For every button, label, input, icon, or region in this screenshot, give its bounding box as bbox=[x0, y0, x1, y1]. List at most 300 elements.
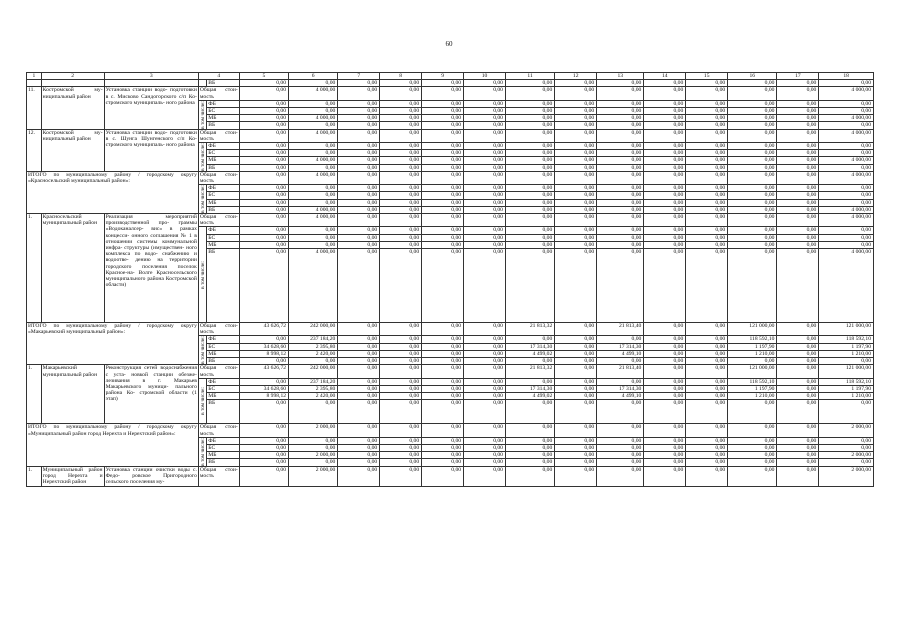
value-cell: 0,00 bbox=[464, 80, 506, 87]
value-cell: 0,00 bbox=[422, 185, 464, 192]
value-cell: 0,00 bbox=[555, 227, 597, 234]
value-cell: 0,00 bbox=[777, 164, 819, 171]
source-label: ВБ bbox=[207, 80, 240, 87]
value-cell: 0,00 bbox=[464, 437, 506, 444]
value-cell: 0,00 bbox=[464, 122, 506, 129]
value-cell: 0,00 bbox=[686, 115, 728, 122]
value-cell: 0,00 bbox=[777, 80, 819, 87]
vtom-label bbox=[198, 227, 206, 323]
value-cell: 0,00 bbox=[777, 157, 819, 164]
value-cell: 4 000,00 bbox=[819, 214, 874, 227]
source-label: ФБ bbox=[207, 100, 240, 107]
value-cell: 4 000,00 bbox=[819, 249, 874, 323]
value-cell: 0,00 bbox=[338, 214, 380, 227]
value-cell: 0,00 bbox=[239, 249, 288, 323]
value-cell: 0,00 bbox=[777, 385, 819, 392]
value-cell: 43 626,72 bbox=[239, 323, 288, 336]
value-cell: 118 592,10 bbox=[728, 378, 777, 385]
value-cell: 0,00 bbox=[555, 115, 597, 122]
value-cell: 0,00 bbox=[422, 385, 464, 392]
district-name: Макарьевский муниципальный район bbox=[41, 365, 104, 424]
value-cell: 1 197,90 bbox=[728, 343, 777, 350]
total-label: ИТОГО по муниципальному району / городскому округу «Красносельский муниципальный район»: bbox=[27, 171, 199, 213]
value-cell: 121 000,00 bbox=[819, 323, 874, 336]
value-cell: 0,00 bbox=[338, 459, 380, 466]
value-cell: 0,00 bbox=[686, 206, 728, 213]
value-cell: 0,00 bbox=[464, 459, 506, 466]
value-cell: 0,00 bbox=[338, 444, 380, 451]
value-cell: 0,00 bbox=[686, 192, 728, 199]
value-cell: 0,00 bbox=[338, 350, 380, 357]
value-cell: 0,00 bbox=[380, 393, 422, 400]
value-cell: 0,00 bbox=[728, 358, 777, 365]
value-cell: 0,00 bbox=[686, 87, 728, 100]
value-cell: 2 000,00 bbox=[289, 466, 338, 486]
value-cell: 0,00 bbox=[422, 164, 464, 171]
value-cell: 0,00 bbox=[777, 122, 819, 129]
source-label: БС bbox=[207, 343, 240, 350]
vtom-label bbox=[198, 100, 206, 129]
value-cell: 0,00 bbox=[597, 214, 644, 227]
value-cell: 0,00 bbox=[239, 234, 288, 241]
item-number: 1. bbox=[27, 365, 42, 424]
value-cell: 0,00 bbox=[597, 164, 644, 171]
value-cell: 0,00 bbox=[505, 227, 554, 234]
value-cell: 0,00 bbox=[819, 122, 874, 129]
value-cell: 0,00 bbox=[555, 459, 597, 466]
value-cell: 0,00 bbox=[380, 241, 422, 248]
value-cell: 21 813,40 bbox=[597, 365, 644, 378]
vtom-text: в том числе: bbox=[199, 143, 206, 171]
value-cell: 4 000,00 bbox=[289, 206, 338, 213]
value-cell: 0,00 bbox=[289, 185, 338, 192]
value-cell: 0,00 bbox=[728, 164, 777, 171]
value-cell: 0,00 bbox=[422, 157, 464, 164]
value-cell: 0,00 bbox=[597, 157, 644, 164]
value-cell: 0,00 bbox=[505, 358, 554, 365]
header-cell: 8 bbox=[380, 73, 422, 80]
value-cell: 0,00 bbox=[464, 343, 506, 350]
header-row bbox=[27, 73, 874, 80]
value-cell: 0,00 bbox=[422, 350, 464, 357]
value-cell: 1 197,90 bbox=[819, 343, 874, 350]
value-cell: 0,00 bbox=[555, 323, 597, 336]
value-cell: 0,00 bbox=[338, 185, 380, 192]
value-cell: 0,00 bbox=[644, 444, 686, 451]
value-cell: 0,00 bbox=[644, 100, 686, 107]
value-cell: 0,00 bbox=[644, 336, 686, 343]
value-cell: 0,00 bbox=[555, 393, 597, 400]
value-cell: 4 000,00 bbox=[289, 171, 338, 184]
value-cell: 0,00 bbox=[728, 400, 777, 424]
value-cell: 0,00 bbox=[597, 206, 644, 213]
value-cell: 0,00 bbox=[289, 241, 338, 248]
value-cell: 0,00 bbox=[555, 241, 597, 248]
total-cost-label: Общая стои- мость bbox=[199, 171, 238, 185]
value-cell: 118 592,10 bbox=[728, 336, 777, 343]
value-cell: 0,00 bbox=[338, 80, 380, 87]
value-cell: 0,00 bbox=[338, 164, 380, 171]
total-cost-label: Общая стои- мость bbox=[199, 323, 238, 336]
value-cell: 0,00 bbox=[422, 323, 464, 336]
value-cell: 0,00 bbox=[644, 393, 686, 400]
value-cell: 0,00 bbox=[555, 164, 597, 171]
value-cell: 0,00 bbox=[728, 150, 777, 157]
value-cell: 0,00 bbox=[338, 365, 380, 378]
value-cell: 4 000,00 bbox=[819, 87, 874, 100]
value-cell: 0,00 bbox=[728, 115, 777, 122]
value-cell: 0,00 bbox=[380, 199, 422, 206]
value-cell: 0,00 bbox=[338, 143, 380, 150]
value-cell: 0,00 bbox=[728, 108, 777, 115]
value-cell: 0,00 bbox=[505, 192, 554, 199]
value-cell: 0,00 bbox=[422, 358, 464, 365]
value-cell: 0,00 bbox=[644, 234, 686, 241]
value-cell: 0,00 bbox=[686, 393, 728, 400]
value-cell: 0,00 bbox=[597, 424, 644, 437]
value-cell: 0,00 bbox=[597, 459, 644, 466]
value-cell: 0,00 bbox=[597, 100, 644, 107]
value-cell: 0,00 bbox=[597, 192, 644, 199]
value-cell: 0,00 bbox=[380, 437, 422, 444]
value-cell: 0,00 bbox=[597, 185, 644, 192]
value-cell: 0,00 bbox=[239, 459, 288, 466]
value-cell: 0,00 bbox=[728, 199, 777, 206]
value-cell: 0,00 bbox=[686, 108, 728, 115]
value-cell: 0,00 bbox=[289, 199, 338, 206]
value-cell: 0,00 bbox=[728, 241, 777, 248]
value-cell: 0,00 bbox=[338, 358, 380, 365]
value-cell: 8 998,12 bbox=[239, 350, 288, 357]
source-label: ВБ bbox=[207, 400, 240, 424]
value-cell: 0,00 bbox=[239, 466, 288, 486]
value-cell: 0,00 bbox=[644, 459, 686, 466]
value-cell: 0,00 bbox=[380, 249, 422, 323]
value-cell: 2 000,00 bbox=[819, 466, 874, 486]
value-cell: 0,00 bbox=[555, 466, 597, 486]
vtom-label bbox=[198, 378, 206, 424]
value-cell: 0,00 bbox=[422, 192, 464, 199]
value-cell: 0,00 bbox=[338, 199, 380, 206]
value-cell: 0,00 bbox=[777, 143, 819, 150]
value-cell: 0,00 bbox=[644, 143, 686, 150]
value-cell: 4 000,00 bbox=[819, 157, 874, 164]
value-cell: 0,00 bbox=[597, 336, 644, 343]
value-cell: 0,00 bbox=[505, 171, 554, 184]
value-cell: 0,00 bbox=[555, 87, 597, 100]
value-cell: 2 395,80 bbox=[289, 385, 338, 392]
value-cell: 2 395,80 bbox=[289, 343, 338, 350]
value-cell: 0,00 bbox=[338, 424, 380, 437]
value-cell: 0,00 bbox=[819, 108, 874, 115]
value-cell: 0,00 bbox=[555, 336, 597, 343]
value-cell: 0,00 bbox=[380, 234, 422, 241]
value-cell: 0,00 bbox=[239, 199, 288, 206]
value-cell: 2 000,00 bbox=[289, 424, 338, 437]
value-cell: 0,00 bbox=[777, 336, 819, 343]
value-cell: 0,00 bbox=[422, 143, 464, 150]
value-cell: 0,00 bbox=[555, 424, 597, 437]
value-cell: 0,00 bbox=[819, 444, 874, 451]
page-number: 60 bbox=[445, 40, 453, 48]
project-description: Установка станции очистки воды с. Федо- ровское Пригородного сельского поселения му- bbox=[105, 466, 197, 485]
value-cell: 21 813,40 bbox=[597, 323, 644, 336]
vtom-text: в том числе: bbox=[199, 336, 206, 365]
value-cell: 0,00 bbox=[464, 108, 506, 115]
value-cell: 4 000,00 bbox=[819, 171, 874, 184]
value-cell: 2 000,00 bbox=[819, 452, 874, 459]
value-cell: 0,00 bbox=[597, 444, 644, 451]
value-cell: 0,00 bbox=[597, 227, 644, 234]
value-cell: 0,00 bbox=[380, 343, 422, 350]
value-cell: 0,00 bbox=[422, 466, 464, 486]
value-cell: 0,00 bbox=[644, 378, 686, 385]
value-cell: 242 000,00 bbox=[289, 323, 338, 336]
value-cell: 0,00 bbox=[380, 171, 422, 184]
value-cell: 0,00 bbox=[686, 227, 728, 234]
value-cell: 0,00 bbox=[777, 459, 819, 466]
source-label: ВБ bbox=[207, 358, 240, 365]
header-cell: 2 bbox=[41, 73, 104, 80]
value-cell: 0,00 bbox=[686, 437, 728, 444]
value-cell: 34 628,60 bbox=[239, 385, 288, 392]
value-cell: 1 210,00 bbox=[819, 350, 874, 357]
value-cell: 0,00 bbox=[555, 150, 597, 157]
value-cell: 0,00 bbox=[338, 87, 380, 100]
value-cell: 0,00 bbox=[728, 437, 777, 444]
value-cell: 0,00 bbox=[644, 400, 686, 424]
value-cell: 0,00 bbox=[644, 150, 686, 157]
value-cell: 0,00 bbox=[505, 466, 554, 486]
header-cell: 1 bbox=[27, 73, 42, 80]
value-cell: 0,00 bbox=[644, 171, 686, 184]
value-cell: 0,00 bbox=[239, 171, 288, 184]
value-cell: 0,00 bbox=[686, 466, 728, 486]
value-cell: 0,00 bbox=[686, 234, 728, 241]
value-cell: 0,00 bbox=[422, 100, 464, 107]
value-cell: 0,00 bbox=[644, 241, 686, 248]
source-label: ФБ bbox=[207, 185, 240, 192]
value-cell: 0,00 bbox=[380, 87, 422, 100]
value-cell: 0,00 bbox=[464, 143, 506, 150]
value-cell: 0,00 bbox=[422, 378, 464, 385]
header-cell: 12 bbox=[555, 73, 597, 80]
value-cell: 0,00 bbox=[819, 100, 874, 107]
value-cell: 0,00 bbox=[686, 249, 728, 323]
total-cost-label: Общая стои- мость bbox=[199, 424, 238, 437]
value-cell: 0,00 bbox=[597, 378, 644, 385]
value-cell: 0,00 bbox=[505, 122, 554, 129]
value-cell: 0,00 bbox=[422, 365, 464, 378]
value-cell: 0,00 bbox=[819, 241, 874, 248]
value-cell: 0,00 bbox=[239, 400, 288, 424]
value-cell: 0,00 bbox=[644, 452, 686, 459]
value-cell: 0,00 bbox=[338, 150, 380, 157]
value-cell: 0,00 bbox=[239, 80, 288, 87]
value-cell: 0,00 bbox=[728, 444, 777, 451]
value-cell: 0,00 bbox=[505, 143, 554, 150]
value-cell: 0,00 bbox=[777, 323, 819, 336]
value-cell: 0,00 bbox=[728, 80, 777, 87]
value-cell: 0,00 bbox=[380, 323, 422, 336]
value-cell: 0,00 bbox=[338, 385, 380, 392]
value-cell: 0,00 bbox=[239, 437, 288, 444]
value-cell: 0,00 bbox=[597, 358, 644, 365]
value-cell: 0,00 bbox=[380, 424, 422, 437]
value-cell: 0,00 bbox=[422, 437, 464, 444]
value-cell: 0,00 bbox=[505, 452, 554, 459]
value-cell: 0,00 bbox=[289, 444, 338, 451]
value-cell: 0,00 bbox=[338, 192, 380, 199]
source-label: ВБ bbox=[207, 122, 240, 129]
value-cell: 0,00 bbox=[289, 400, 338, 424]
value-cell: 121 000,00 bbox=[819, 365, 874, 378]
budget-table bbox=[26, 72, 874, 487]
value-cell: 0,00 bbox=[422, 241, 464, 248]
table-row bbox=[27, 323, 874, 336]
value-cell: 0,00 bbox=[819, 143, 874, 150]
value-cell: 0,00 bbox=[686, 343, 728, 350]
value-cell: 0,00 bbox=[686, 323, 728, 336]
value-cell: 0,00 bbox=[728, 157, 777, 164]
value-cell: 0,00 bbox=[380, 100, 422, 107]
value-cell: 0,00 bbox=[644, 206, 686, 213]
value-cell: 0,00 bbox=[422, 214, 464, 227]
header-cell: 11 bbox=[505, 73, 554, 80]
project-description: Установка станции водо- подготовки в с. Мисково Сандогорского с/п Ко- стромского муниципаль- ного района bbox=[104, 87, 198, 129]
item-number: 1. bbox=[27, 214, 42, 323]
value-cell: 0,00 bbox=[597, 199, 644, 206]
value-cell: 0,00 bbox=[819, 227, 874, 234]
header-cell: 18 bbox=[819, 73, 874, 80]
value-cell: 0,00 bbox=[422, 115, 464, 122]
value-cell: 0,00 bbox=[597, 249, 644, 323]
value-cell: 1 210,00 bbox=[819, 393, 874, 400]
value-cell: 0,00 bbox=[239, 424, 288, 437]
value-cell: 1 210,00 bbox=[728, 393, 777, 400]
vtom-text: в том числе: bbox=[199, 260, 206, 289]
value-cell: 0,00 bbox=[422, 227, 464, 234]
total-cost-label: Общая стои- мость bbox=[199, 214, 238, 227]
total-cost-label: Общая стои- мость bbox=[198, 466, 239, 486]
value-cell: 0,00 bbox=[555, 249, 597, 323]
value-cell: 0,00 bbox=[644, 115, 686, 122]
value-cell: 0,00 bbox=[464, 129, 506, 142]
value-cell: 0,00 bbox=[644, 129, 686, 142]
table-row bbox=[27, 365, 874, 378]
vtom-text: в том числе: bbox=[199, 437, 206, 466]
source-label: МБ bbox=[207, 452, 240, 459]
value-cell: 0,00 bbox=[464, 171, 506, 184]
value-cell: 0,00 bbox=[289, 164, 338, 171]
value-cell: 0,00 bbox=[819, 459, 874, 466]
value-cell: 0,00 bbox=[464, 185, 506, 192]
value-cell: 0,00 bbox=[597, 150, 644, 157]
value-cell: 0,00 bbox=[464, 466, 506, 486]
source-label: МБ bbox=[207, 157, 240, 164]
value-cell: 0,00 bbox=[728, 459, 777, 466]
value-cell: 0,00 bbox=[777, 171, 819, 184]
value-cell: 0,00 bbox=[686, 358, 728, 365]
source-label: МБ bbox=[207, 199, 240, 206]
value-cell: 0,00 bbox=[380, 385, 422, 392]
value-cell: 0,00 bbox=[289, 100, 338, 107]
value-cell: 0,00 bbox=[686, 378, 728, 385]
value-cell: 0,00 bbox=[338, 100, 380, 107]
value-cell: 34 628,60 bbox=[239, 343, 288, 350]
value-cell: 2 420,00 bbox=[289, 350, 338, 357]
source-label: БС bbox=[207, 234, 240, 241]
value-cell: 0,00 bbox=[464, 115, 506, 122]
value-cell: 0,00 bbox=[686, 336, 728, 343]
value-cell: 0,00 bbox=[555, 343, 597, 350]
value-cell: 0,00 bbox=[644, 249, 686, 323]
value-cell: 0,00 bbox=[239, 108, 288, 115]
value-cell: 4 499,10 bbox=[597, 393, 644, 400]
value-cell: 0,00 bbox=[819, 358, 874, 365]
header-cell: 17 bbox=[777, 73, 819, 80]
value-cell: 0,00 bbox=[464, 192, 506, 199]
header-cell: 10 bbox=[464, 73, 506, 80]
value-cell: 0,00 bbox=[338, 437, 380, 444]
value-cell: 0,00 bbox=[239, 336, 288, 343]
table-row bbox=[27, 214, 874, 227]
value-cell: 0,00 bbox=[380, 214, 422, 227]
value-cell: 0,00 bbox=[505, 444, 554, 451]
value-cell: 0,00 bbox=[422, 108, 464, 115]
value-cell: 0,00 bbox=[505, 115, 554, 122]
value-cell: 0,00 bbox=[464, 199, 506, 206]
value-cell: 0,00 bbox=[380, 444, 422, 451]
value-cell: 4 000,00 bbox=[289, 249, 338, 323]
value-cell: 8 998,12 bbox=[239, 393, 288, 400]
value-cell: 0,00 bbox=[289, 150, 338, 157]
value-cell: 0,00 bbox=[422, 80, 464, 87]
value-cell: 0,00 bbox=[239, 227, 288, 234]
value-cell: 21 813,32 bbox=[505, 365, 554, 378]
value-cell: 237 184,20 bbox=[289, 378, 338, 385]
value-cell: 0,00 bbox=[380, 115, 422, 122]
value-cell: 0,00 bbox=[728, 171, 777, 184]
vtom-label bbox=[198, 143, 206, 172]
value-cell: 0,00 bbox=[338, 452, 380, 459]
vtom-label bbox=[198, 336, 206, 365]
value-cell: 0,00 bbox=[597, 241, 644, 248]
value-cell: 0,00 bbox=[505, 336, 554, 343]
value-cell: 0,00 bbox=[289, 234, 338, 241]
value-cell: 0,00 bbox=[380, 192, 422, 199]
value-cell: 0,00 bbox=[239, 87, 288, 100]
value-cell: 0,00 bbox=[505, 87, 554, 100]
value-cell: 1 197,90 bbox=[728, 385, 777, 392]
value-cell: 4 000,00 bbox=[819, 206, 874, 213]
value-cell: 4 000,00 bbox=[289, 115, 338, 122]
value-cell: 0,00 bbox=[464, 393, 506, 400]
value-cell: 0,00 bbox=[338, 108, 380, 115]
header-cell: 9 bbox=[422, 73, 464, 80]
value-cell: 0,00 bbox=[644, 122, 686, 129]
value-cell: 0,00 bbox=[728, 227, 777, 234]
value-cell: 0,00 bbox=[686, 171, 728, 184]
value-cell: 0,00 bbox=[239, 378, 288, 385]
value-cell: 0,00 bbox=[380, 164, 422, 171]
source-label: БС bbox=[207, 108, 240, 115]
item-number: 12. bbox=[27, 129, 42, 171]
value-cell: 0,00 bbox=[380, 108, 422, 115]
value-cell: 0,00 bbox=[380, 150, 422, 157]
value-cell: 21 813,32 bbox=[505, 323, 554, 336]
value-cell: 118 592,10 bbox=[819, 378, 874, 385]
